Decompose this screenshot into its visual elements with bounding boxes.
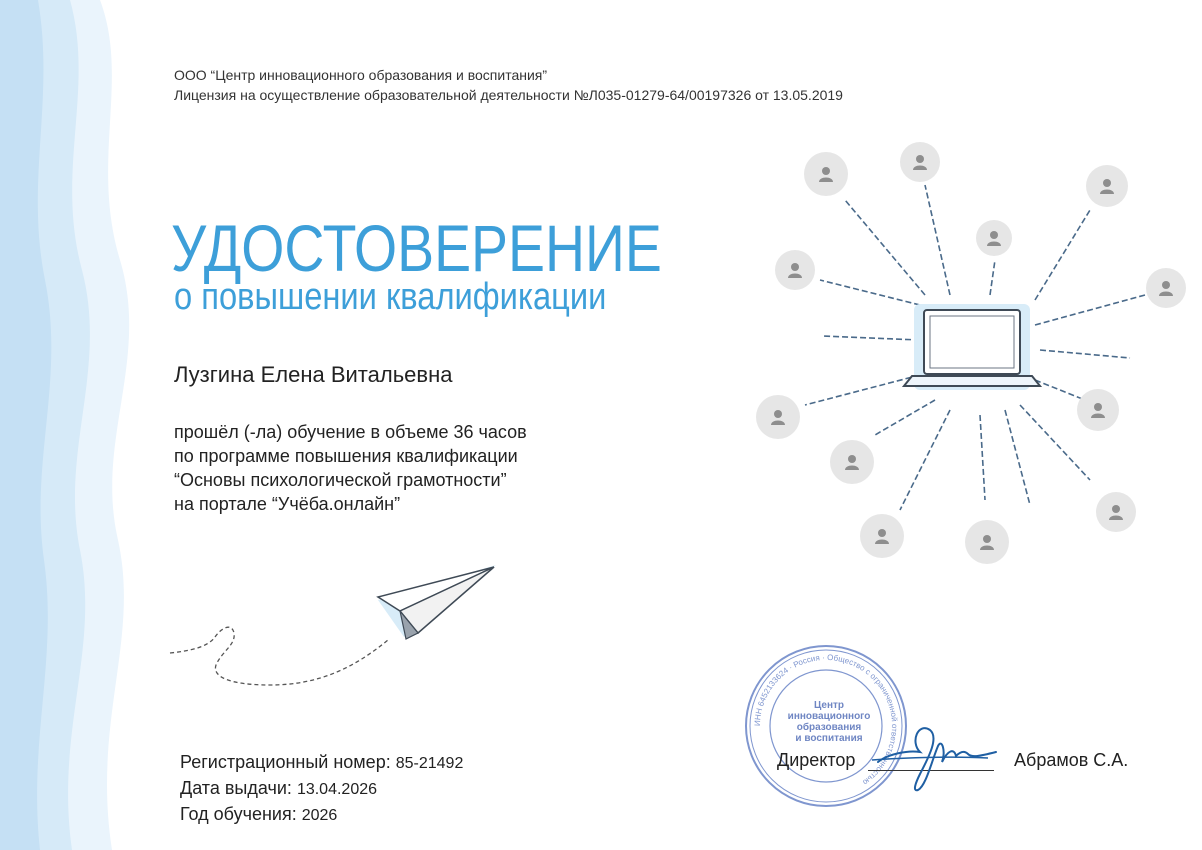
director-name: Абрамов С.А. [1014,750,1129,770]
certificate-subtitle: о повышении квалификации [174,276,607,318]
study-year-label: Год обучения: [180,804,297,824]
course-line-title: “Основы психологической грамотности” [174,470,507,490]
background-wave [0,0,160,850]
network-illustration [750,130,1202,580]
director-label: Директор [777,750,856,770]
stamp-center-text [780,700,878,744]
paper-plane-icon [378,565,496,639]
organization-name: ООО “Центр инновационного образования и воспитания” [174,67,548,83]
registration-block [180,750,463,828]
stamp-line: Центр [813,700,845,711]
director-signature [868,712,1008,802]
course-line-portal: на портале “Учёба.онлайн” [174,494,401,514]
registration-number-row [180,750,463,776]
recipient-name: Лузгина Елена Витальевна [174,362,453,387]
course-line-hours: прошёл (-ла) обучение в объеме 36 часов [174,422,527,442]
license-info: Лицензия на осуществление образовательной деятельности №Л035-01279-64/00197326 от 13.05.2019 [174,87,843,103]
issue-date-value: 13.04.2026 [296,781,378,798]
stamp-line: инновационного [787,711,871,722]
laptop-icon [904,304,1040,390]
certificate-title: УДОСТОВЕРЕНИЕ [171,211,662,285]
registration-number-value: 85-21492 [395,755,464,772]
stamp-line: и воспитания [795,733,863,744]
course-description [174,420,527,516]
study-year-row [180,802,463,828]
paper-plane-illustration [160,555,510,695]
course-line-program: по программе повышения квалификации [174,446,518,466]
stamp-ring-text: ИНН 6452133624 · Россия · Общество с ограниченной ответственностью [752,652,900,787]
registration-number-label: Регистрационный номер: [180,752,391,772]
stamp-line: образования [796,722,862,733]
issue-date-label: Дата выдачи: [180,778,292,798]
issue-date-row [180,776,463,802]
study-year-value: 2026 [301,807,338,824]
